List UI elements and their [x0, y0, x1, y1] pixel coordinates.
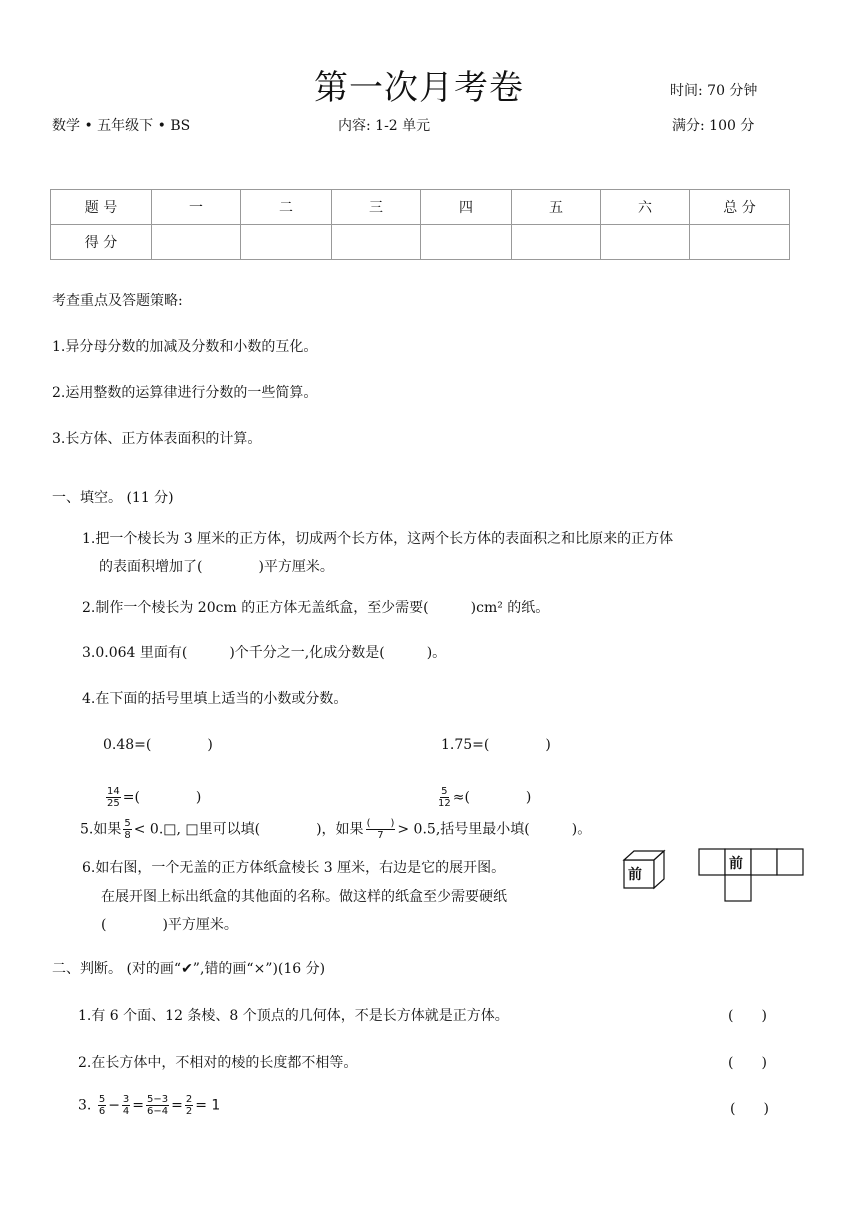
table-cell: 得 分 — [51, 225, 152, 260]
table-cell: 三 — [332, 190, 421, 225]
question-text: 在展开图上标出纸盒的其他面的名称。做这样的纸盒至少需要硬纸 — [101, 889, 507, 905]
fraction — [185, 1094, 193, 1117]
table-cell: 一 — [152, 190, 241, 225]
full-score: 满分: 100 分 — [672, 118, 755, 134]
numerator: 5 — [124, 818, 131, 829]
content-info: 内容: 1-2 单元 — [338, 118, 431, 134]
subject-info: 数学 • 五年级下 • BS — [52, 118, 191, 134]
table-cell: 六 — [601, 190, 690, 225]
score-input-cell[interactable] — [690, 225, 790, 260]
question-number: 3. — [78, 1097, 92, 1114]
score-input-cell[interactable] — [241, 225, 332, 260]
numerator: 5 — [441, 786, 448, 797]
section-heading: 二、判断。 (对的画“✔”,错的画“×”)(16 分) — [52, 961, 326, 977]
table-cell: 总 分 — [690, 190, 790, 225]
score-input-cell[interactable] — [332, 225, 421, 260]
score-table-header-row — [51, 190, 790, 225]
question-text: 1.把一个棱长为 3 厘米的正方体，切成两个长方体，这两个长方体的表面积之和比原来的正方体 — [82, 531, 674, 547]
question-text: 3.0.064 里面有( )个千分之一,化成分数是( )。 — [82, 645, 447, 661]
fraction — [438, 786, 451, 809]
fraction — [366, 818, 396, 841]
question-text: 的表面积增加了( )平方厘米。 — [99, 559, 334, 575]
section-heading: 一、填空。 (11 分) — [52, 490, 174, 506]
fraction — [123, 818, 131, 841]
table-cell: 五 — [512, 190, 601, 225]
page-title: 第一次月考卷 — [314, 68, 524, 108]
operator: = — [171, 1097, 183, 1114]
table-cell: 四 — [421, 190, 512, 225]
numerator: 5−3 — [147, 1094, 169, 1105]
question-item: 1.75=( ) — [441, 737, 551, 753]
question-text: 1.有 6 个面、12 条棱、8 个顶点的几何体，不是长方体就是正方体。 — [78, 1008, 509, 1024]
denominator: 2 — [185, 1106, 193, 1117]
text: > 0.5,括号里最小填( )。 — [397, 821, 592, 838]
score-input-cell[interactable] — [421, 225, 512, 260]
denominator: 4 — [122, 1106, 130, 1117]
net-front-label: 前 — [729, 856, 743, 872]
question-text — [78, 1094, 220, 1117]
cube-front-label: 前 — [628, 867, 642, 883]
operator: − — [108, 1097, 120, 1114]
score-input-cell[interactable] — [512, 225, 601, 260]
denominator: 25 — [107, 798, 120, 809]
score-table — [50, 189, 790, 260]
operator: = — [132, 1097, 145, 1114]
denominator: 7 — [377, 830, 384, 841]
score-input-cell[interactable] — [152, 225, 241, 260]
question-text: ( )平方厘米。 — [101, 917, 238, 933]
numerator: 14 — [107, 786, 120, 797]
text: < 0.□, □里可以填( )，如果 — [133, 821, 364, 838]
question-item — [436, 786, 531, 809]
fraction — [98, 1094, 106, 1117]
answer-paren[interactable]: ( ) — [730, 1101, 769, 1117]
question-item: 0.48=( ) — [103, 737, 213, 753]
table-cell: 二 — [241, 190, 332, 225]
cube-net-figure — [698, 848, 804, 904]
numerator: 5 — [98, 1094, 106, 1105]
table-cell: 题 号 — [51, 190, 152, 225]
denominator: 6−4 — [147, 1106, 169, 1117]
question-text: 2.在长方体中，不相对的棱的长度都不相等。 — [78, 1055, 358, 1071]
question-text — [80, 818, 591, 841]
answer-paren[interactable]: ( ) — [728, 1008, 767, 1024]
fraction — [146, 1094, 169, 1117]
denominator: 12 — [438, 798, 451, 809]
fraction — [122, 1094, 130, 1117]
answer-paren[interactable]: ( ) — [728, 1055, 767, 1071]
strategy-heading: 考查重点及答题策略: — [52, 293, 183, 309]
time-limit: 时间: 70 分钟 — [670, 83, 758, 99]
answer-blank[interactable]: =( ) — [122, 789, 202, 806]
operator: = 1 — [195, 1097, 221, 1114]
score-input-cell[interactable] — [601, 225, 690, 260]
denominator: 8 — [124, 830, 131, 841]
fraction — [106, 786, 121, 809]
text: 5.如果 — [80, 821, 122, 838]
strategy-item: 1.异分母分数的加减及分数和小数的互化。 — [52, 339, 318, 355]
strategy-item: 2.运用整数的运算律进行分数的一些简算。 — [52, 385, 318, 401]
question-text: 2.制作一个棱长为 20cm 的正方体无盖纸盒，至少需要( )cm² 的纸。 — [82, 600, 550, 616]
question-text: 6.如右图，一个无盖的正方体纸盒棱长 3 厘米，右边是它的展开图。 — [82, 860, 506, 876]
answer-blank[interactable]: ≈( ) — [452, 789, 532, 806]
strategy-item: 3.长方体、正方体表面积的计算。 — [52, 431, 262, 447]
numerator: 2 — [185, 1094, 193, 1105]
denominator: 6 — [98, 1106, 106, 1117]
score-table-score-row — [51, 225, 790, 260]
numerator: ( ) — [366, 818, 395, 829]
numerator: 3 — [122, 1094, 130, 1105]
question-text: 4.在下面的括号里填上适当的小数或分数。 — [82, 691, 348, 707]
question-item — [104, 786, 201, 809]
